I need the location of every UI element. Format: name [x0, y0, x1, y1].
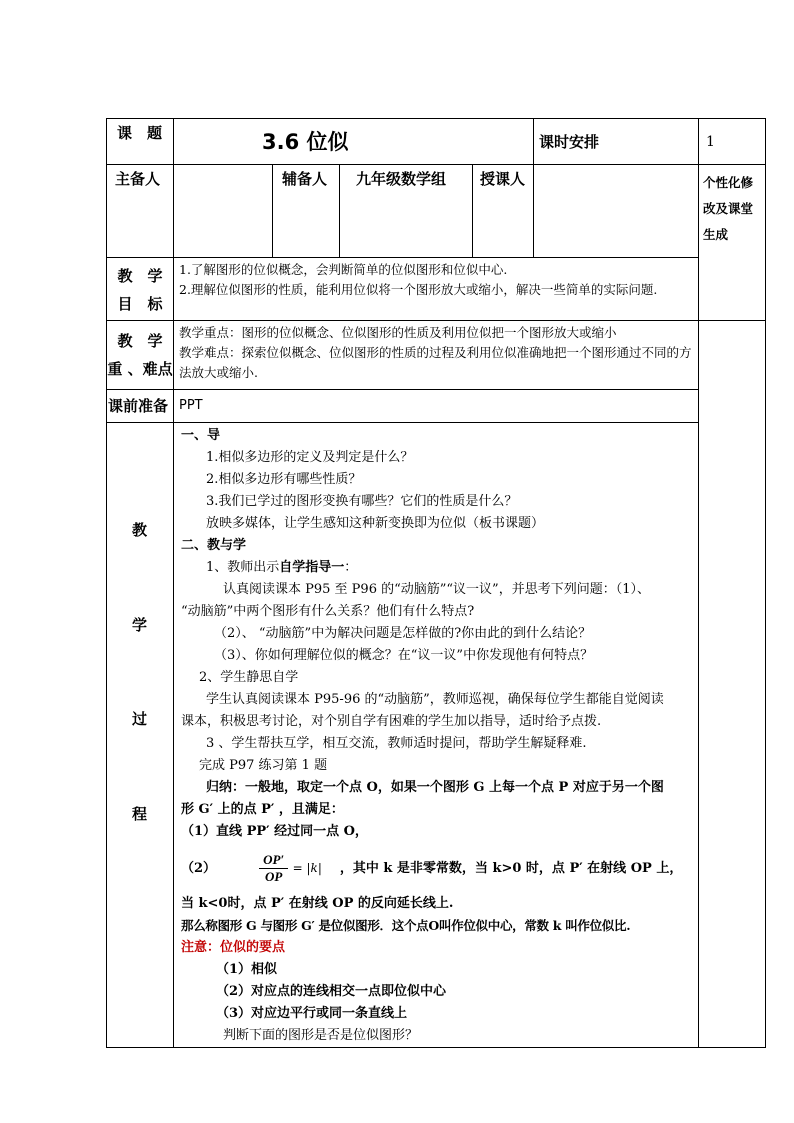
note-item: （3）对应边平行或同一条直线上: [216, 1006, 408, 1021]
definition-line: 那么称图形 G 与图形 G′ 是位似图形．这个点O叫作位似中心，常数 k 叫作位似比.: [181, 918, 631, 933]
step-prefix: 1、教师出示: [206, 560, 280, 575]
process-label-char: 教: [132, 521, 148, 539]
text-line: 认真阅读课本 P95 至 P96 的“动脑筋”“议一议”，并思考下列问题：（1）、: [223, 582, 650, 597]
page-title: 3.6 位似: [262, 130, 349, 154]
keypoints-label-line2: 重 、难点: [107, 360, 173, 378]
summary-line: 归纳：一般地，取定一个点 O，如果一个图形 G 上每一个点 P 对应于另一个图: [206, 780, 664, 795]
step-suffix: ：: [344, 560, 358, 575]
prep-value: PPT: [174, 390, 699, 423]
condition-line: （1）直线 PP′ 经过同一点 O，: [181, 824, 368, 839]
course-label: 课 题: [107, 119, 174, 165]
step-line: [174, 557, 698, 579]
objectives-label-line2: 目 标: [117, 295, 163, 313]
note-title: 注意：位似的要点: [181, 940, 286, 955]
process-label-char: 过: [132, 710, 148, 728]
question-item: （2）、 “动脑筋”中为解决问题是怎样做的?你由此的到什么结论？: [214, 626, 592, 641]
objective-item: 1.了解图形的位似概念，会判断简单的位似图形和位似中心.: [179, 262, 508, 277]
question-item: 2.相似多边形有哪些性质？: [206, 472, 362, 487]
key-point: 教学重点：图形的位似概念、位似图形的性质及利用位似把一个图形放大或缩小: [179, 325, 617, 340]
chief-label: 主备人: [107, 165, 174, 258]
fraction-denominator: OP: [264, 869, 283, 884]
group-value: 九年级数学组: [340, 165, 473, 258]
question-item: （3）、你如何理解位似的概念？在“议一议”中你发现他有何特点？: [214, 648, 594, 663]
note-item: （2）对应点的连线相交一点即位似中心: [216, 984, 447, 999]
schedule-label: 课时安排: [534, 119, 699, 165]
chief-value: [174, 165, 273, 258]
text-line: “动脑筋”中两个图形有什么关系？他们有什么特点?: [181, 604, 475, 619]
exercise-line: 完成 P97 练习第 1 题: [199, 758, 328, 773]
question-item: 3.我们已学过的图形变换有哪些？它们的性质是什么？: [206, 494, 518, 509]
fraction-numerator: OP′: [259, 852, 288, 869]
assist-label: 辅备人: [273, 165, 340, 258]
section-title: 一、导: [181, 428, 221, 443]
process-label: [107, 423, 174, 1048]
judge-line: 判断下面的图形是否是位似图形？: [223, 1028, 419, 1043]
teacher-label: 授课人: [473, 165, 534, 258]
keypoints-label: [107, 321, 174, 390]
process-label-char: 程: [132, 805, 148, 823]
objective-item: 2.理解位似图形的性质，能利用位似将一个图形放大或缩小，解决一些简单的实际问题.: [179, 282, 658, 297]
step-line: 3 、学生帮扶互学，相互交流，教师适时提问，帮助学生解疑释难.: [206, 736, 587, 751]
media-line: 放映多媒体，让学生感知这种新变换即为位似（板书课题）: [206, 516, 545, 531]
ratio-equals: = |k|: [292, 861, 322, 875]
side-notes: [699, 321, 766, 1048]
condition-line: [174, 843, 698, 893]
note-item: （1）相似: [216, 962, 278, 977]
keypoints-content: [174, 321, 699, 390]
lesson-plan-table: [106, 118, 766, 1048]
objectives-label: [107, 258, 174, 321]
condition-suffix: ，其中 k 是非零常数，当 k>0 时，点 P′ 在射线 OP 上，: [339, 861, 683, 876]
question-item: 1.相似多边形的定义及判定是什么？: [206, 450, 414, 465]
summary-line: 形 G′ 上的点 P′ ，且满足：: [181, 802, 344, 817]
ratio-fraction: [259, 852, 288, 885]
process-label-char: 学: [132, 616, 148, 634]
prep-label: 课前准备: [107, 390, 174, 423]
step-highlight: 自学指导一: [279, 560, 345, 575]
step-line: 2、学生静思自学: [199, 670, 299, 685]
text-line: 学生认真阅读课本 P95-96 的“动脑筋”，教师巡视，确保每位学生都能自觉阅读: [206, 692, 664, 707]
difficult-point: 教学难点：探索位似概念、位似图形的性质的过程及利用位似准确地把一个图形通过不同的方法放大或缩小.: [179, 345, 692, 380]
title-cell: [174, 119, 534, 165]
condition-line: 当 k<0时，点 P′ 在射线 OP 的反向延长线上.: [181, 896, 454, 911]
side-label: 个性化修改及课堂生成: [699, 165, 766, 321]
section-title: 二、教与学: [181, 538, 247, 553]
objectives-content: [174, 258, 699, 321]
process-content: [174, 423, 699, 1048]
objectives-label-line1: 教 学: [117, 267, 163, 285]
schedule-value: 1: [699, 119, 766, 165]
text-line: 课本，积极思考讨论，对个别自学有困难的学生加以指导，适时给予点拨.: [181, 714, 602, 729]
keypoints-label-line1: 教 学: [117, 332, 163, 350]
condition-prefix: （2）: [181, 861, 217, 876]
teacher-value: [534, 165, 699, 258]
